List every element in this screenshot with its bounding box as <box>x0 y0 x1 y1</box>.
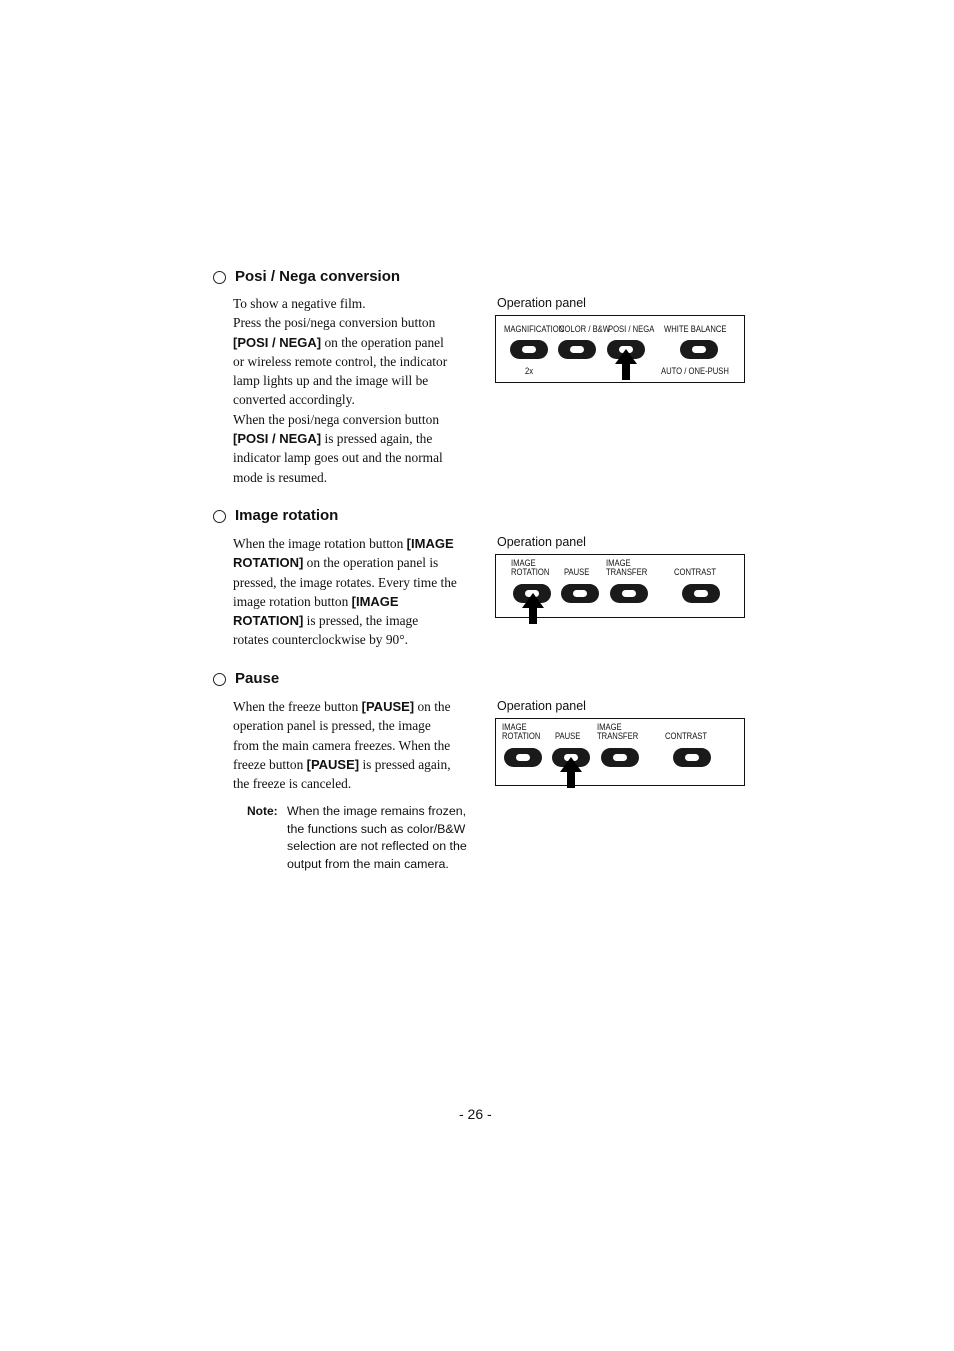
text-line <box>233 611 483 630</box>
text-line: from the main camera freezes. When the <box>233 737 451 753</box>
text-line: indicator lamp goes out and the normal <box>233 450 443 466</box>
text-line: the functions such as color/B&W <box>287 821 466 836</box>
button-reference: [PAUSE] <box>306 756 360 772</box>
label-image-transfer: IMAGE TRANSFER <box>597 722 639 741</box>
section-bullet-icon <box>213 271 226 284</box>
contrast-button <box>673 748 711 767</box>
text-fragment: When the freeze button <box>233 699 362 714</box>
panel-caption: Operation panel <box>497 535 586 549</box>
button-reference: ROTATION] <box>233 555 304 571</box>
image-transfer-button <box>601 748 639 767</box>
text-fragment: on the operation panel <box>321 334 444 350</box>
text-line: pressed, the image rotates. Every time the <box>233 574 457 590</box>
arrow-up-icon <box>560 757 582 788</box>
magnification-button <box>510 340 548 359</box>
pause-description <box>233 697 483 793</box>
label-pause: PAUSE <box>555 731 581 741</box>
text-line: When the posi/nega conversion button <box>233 411 440 427</box>
text-line: or wireless remote control, the indicator <box>233 353 448 369</box>
text-fragment: freeze button <box>233 756 307 772</box>
section-bullet-icon <box>213 510 226 523</box>
arrow-up-icon <box>522 593 544 624</box>
text-line <box>233 534 483 553</box>
contrast-button <box>682 584 720 603</box>
pause-button <box>561 584 599 603</box>
label-color-bw: COLOR / B&W <box>559 324 611 334</box>
text-line: To show a negative film. <box>233 296 366 311</box>
button-reference: ROTATION] <box>233 613 304 629</box>
text-line: When the image remains frozen, <box>287 804 467 818</box>
text-line <box>233 333 483 352</box>
text-line: selection are not reflected on the <box>287 839 467 853</box>
text-fragment: is pressed again, <box>359 756 451 772</box>
panel-caption: Operation panel <box>497 699 586 713</box>
image-rotation-description <box>233 534 483 650</box>
section-bullet-icon <box>213 673 226 686</box>
button-reference: [POSI / NEGA] <box>233 431 322 447</box>
operation-panel-figure-2 <box>495 554 745 618</box>
text-line: rotates counterclockwise by 90°. <box>233 632 408 648</box>
text-fragment: When the image rotation button <box>233 536 407 551</box>
text-line <box>233 592 483 611</box>
label-auto-one-push: AUTO / ONE-PUSH <box>661 366 729 376</box>
operation-panel-figure-1 <box>495 315 745 383</box>
label-posi-nega: POSI / NEGA <box>608 324 655 334</box>
text-line: the freeze is canceled. <box>233 776 352 792</box>
label-image-rotation: IMAGE ROTATION <box>502 722 541 741</box>
text-fragment: on the <box>414 699 451 714</box>
label-contrast: CONTRAST <box>674 567 717 577</box>
button-reference: [IMAGE <box>406 536 454 551</box>
posi-nega-description <box>233 294 483 487</box>
text-line: Press the posi/nega conversion button <box>233 315 436 331</box>
label-image-transfer: IMAGE TRANSFER <box>606 558 648 577</box>
text-line: output from the main camera. <box>287 856 449 871</box>
text-fragment: image rotation button <box>233 593 352 609</box>
button-reference: [IMAGE <box>351 593 399 609</box>
operation-panel-figure-3 <box>495 718 745 786</box>
section-title-pause: Pause <box>235 670 280 687</box>
arrow-up-icon <box>615 349 637 380</box>
text-line: operation panel is pressed, the image <box>233 718 431 734</box>
text-fragment: is pressed, the image <box>303 613 419 629</box>
label-image-rotation: IMAGE ROTATION <box>511 558 550 577</box>
white-balance-button <box>680 340 718 359</box>
text-line <box>233 755 483 774</box>
page-number: - 26 - <box>459 1106 492 1122</box>
section-title-posi-nega: Posi / Nega conversion <box>235 268 401 285</box>
label-pause: PAUSE <box>564 567 590 577</box>
image-transfer-button <box>610 584 648 603</box>
label-2x: 2x <box>525 366 534 376</box>
note-label: Note: <box>247 804 278 818</box>
text-line: mode is resumed. <box>233 469 328 485</box>
image-rotation-button <box>504 748 542 767</box>
text-fragment: on the operation panel is <box>303 555 439 571</box>
color-bw-button <box>558 340 596 359</box>
section-title-image-rotation: Image rotation <box>235 507 339 524</box>
panel-caption: Operation panel <box>497 296 586 310</box>
text-line: converted accordingly. <box>233 392 355 408</box>
button-reference: [PAUSE] <box>361 699 415 714</box>
button-reference: [POSI / NEGA] <box>233 334 322 350</box>
note-text <box>287 803 482 873</box>
text-line: lamp lights up and the image will be <box>233 373 429 389</box>
text-line <box>233 553 483 572</box>
text-fragment: is pressed again, the <box>321 431 433 447</box>
label-magnification: MAGNIFICATION <box>504 324 565 334</box>
label-contrast: CONTRAST <box>665 731 708 741</box>
label-white-balance: WHITE BALANCE <box>664 324 727 334</box>
text-line <box>233 697 483 716</box>
text-line <box>233 429 483 448</box>
